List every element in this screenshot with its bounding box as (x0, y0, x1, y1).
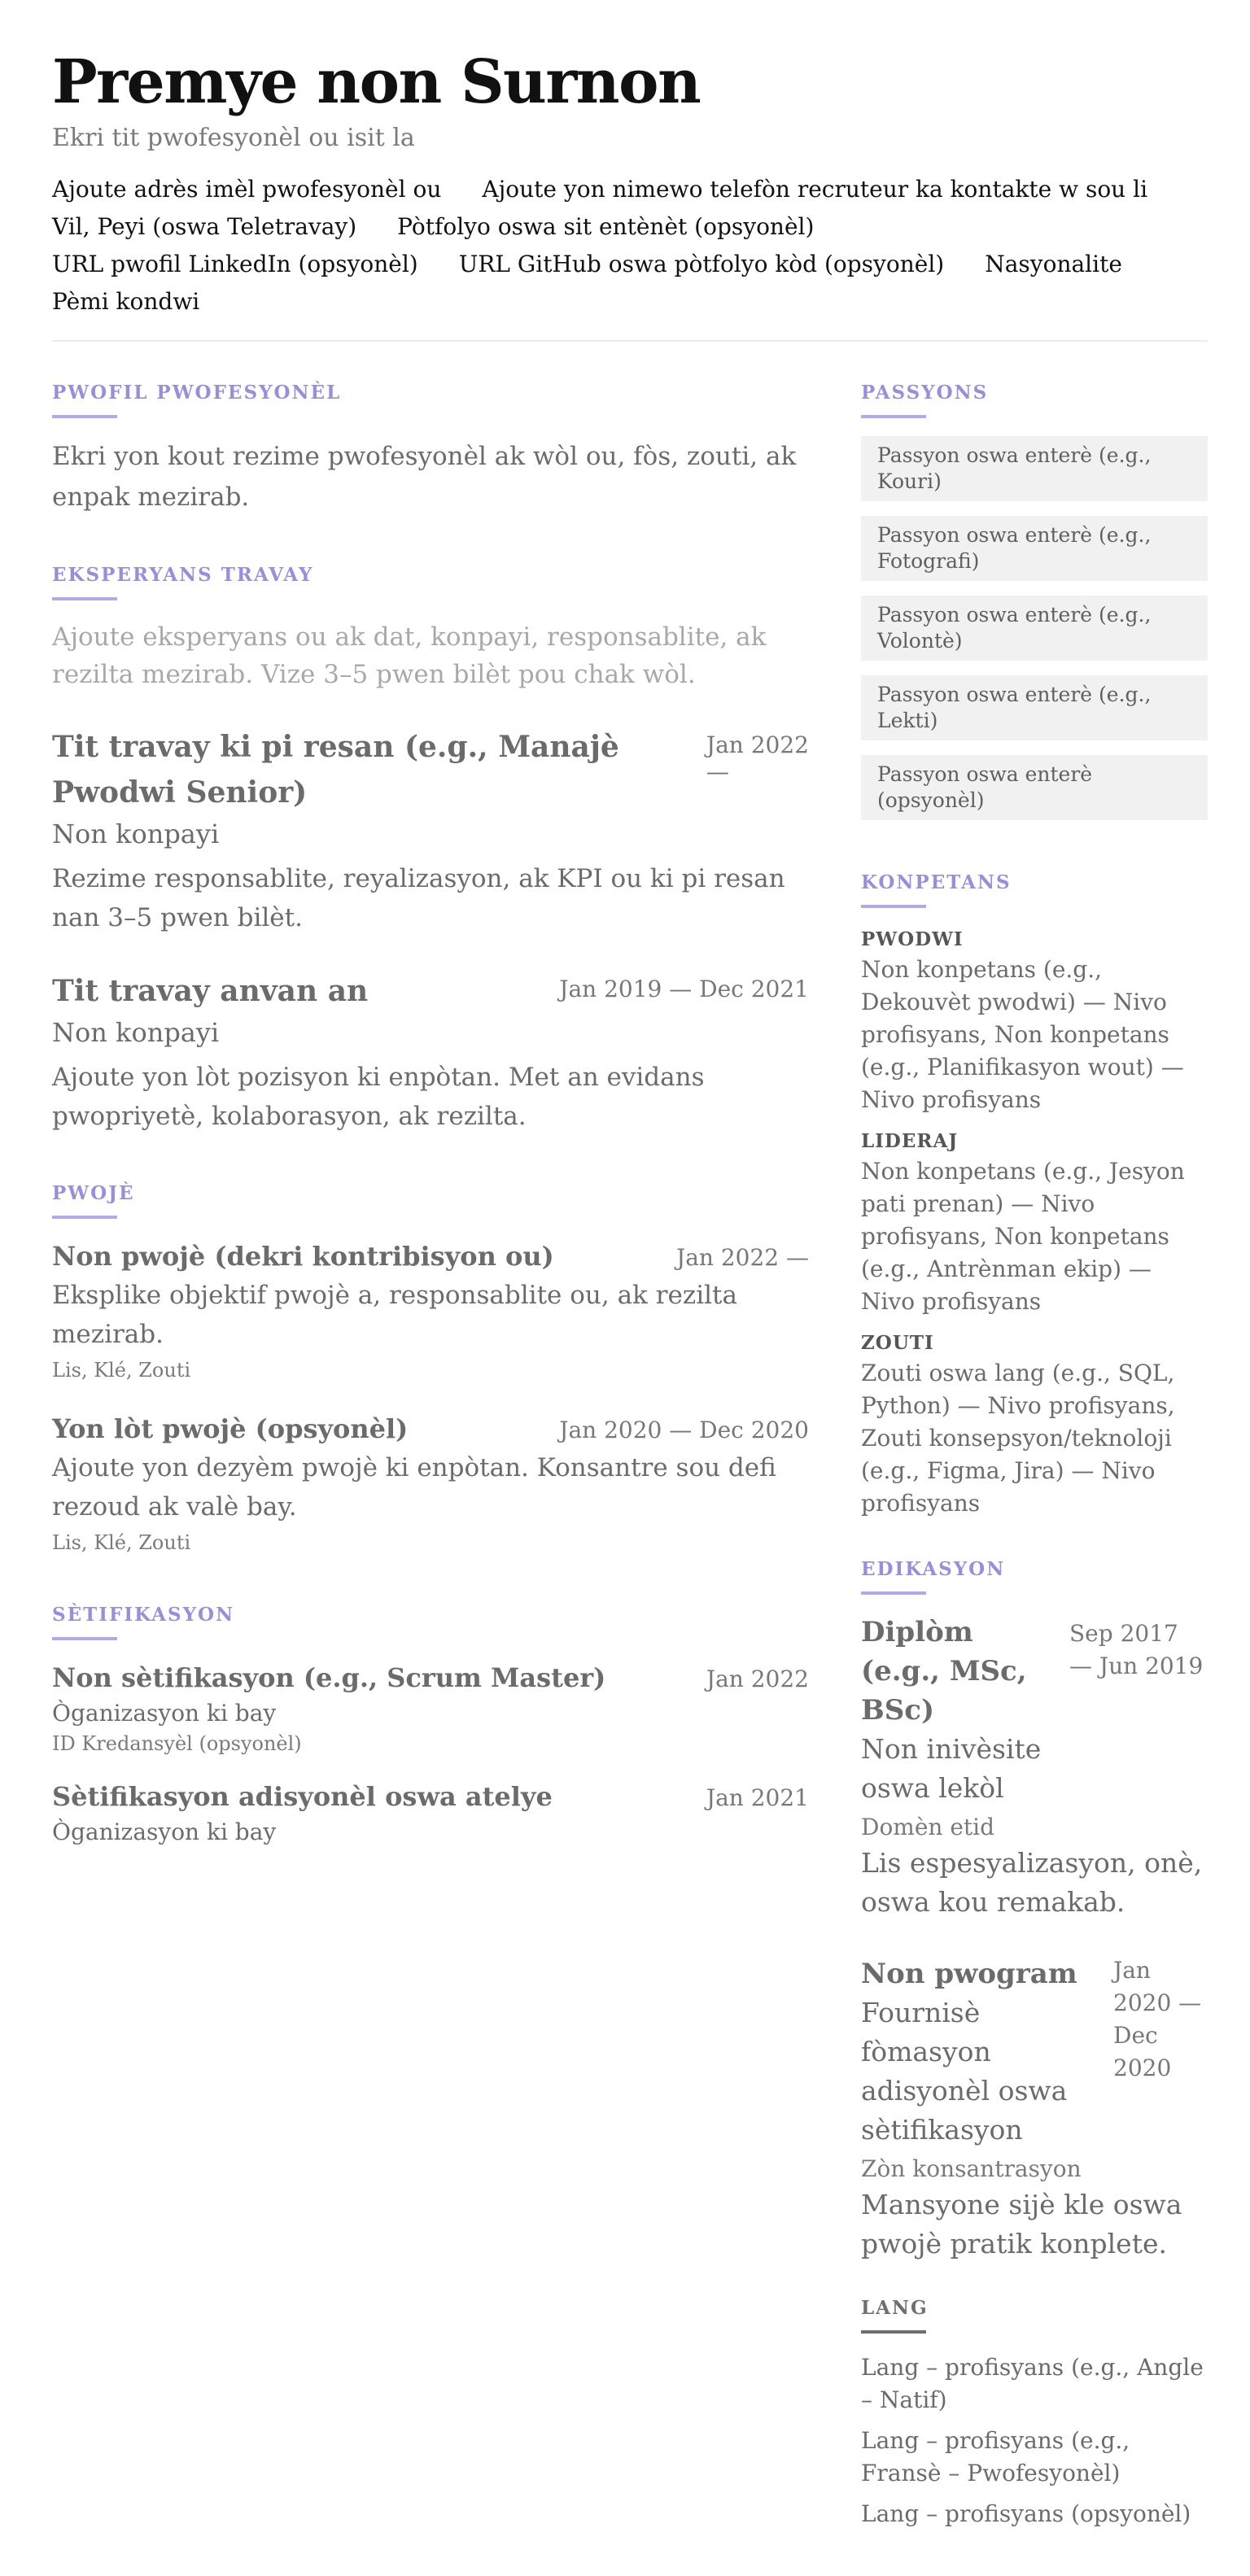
certification-title: Non sètifikasyon (e.g., Scrum Master) (52, 1662, 606, 1693)
certification-entry (52, 1777, 809, 1849)
passion-chip: Passyon oswa enterè (opsyonèl) (861, 755, 1208, 820)
section-rule (52, 597, 117, 600)
project-entry (52, 1409, 809, 1557)
certification-date: Jan 2021 (706, 1784, 809, 1811)
section-heading: LANG (861, 2297, 929, 2319)
section-rule (52, 1637, 117, 1640)
degree-title: Non pwogram (861, 1958, 1077, 1990)
contact-email: Ajoute adrès imèl pwofesyonèl ou (52, 176, 442, 203)
section-rule (52, 415, 117, 418)
sidebar-column (861, 381, 1208, 2576)
project-tags: Lis, Klé, Zouti (52, 1359, 191, 1382)
education-description: Lis espesyalizasyon, onè, oswa kou remakab. (861, 1847, 1203, 1918)
section-heading: PWOFIL PWOFESYONÈL (52, 382, 342, 404)
skill-list: Non konpetans (e.g., Jesyon pati prenan) — Nivo profisyans, Non konpetans (e.g., Antrènman ekip) — Nivo profisyans (861, 1158, 1185, 1315)
section-heading: EDIKASYON (861, 1558, 1006, 1580)
skill-category: ZOUTI (861, 1332, 934, 1354)
certification-date: Jan 2022 (706, 1666, 809, 1692)
company-name: Non konpayi (52, 819, 220, 849)
contact-driving-license: Pèmi kondwi (52, 288, 200, 315)
passion-chip: Passyon oswa enterè (e.g., Kouri) (861, 436, 1208, 501)
job-date (706, 724, 809, 783)
experience-entry (52, 968, 809, 1136)
resume-page (52, 46, 1208, 2576)
language-item: Lang – profisyans (opsyonèl) (861, 2500, 1191, 2527)
education-entry (861, 1613, 1208, 1922)
job-date: Jan 2019 — Dec 2021 (559, 976, 809, 1002)
education-date: Jan 2020 — Dec 2020 (1113, 1957, 1202, 2081)
resume-columns (52, 381, 1208, 2576)
section-rule (861, 415, 926, 418)
job-date-start: Jan 2022 (706, 731, 809, 758)
header-divider (52, 340, 1208, 342)
job-title: Tit travay ki pi resan (e.g., Manajè Pwodwi Senior) (52, 730, 619, 810)
project-description: Eksplike objektif pwojè a, responsablite ou, ak rezilta mezirab. (52, 1281, 737, 1349)
contact-location: Vil, Peyi (oswa Teletravay) (52, 213, 357, 240)
school-name: Fournisè fòmasyon adisyonèl oswa sètifikasyon (861, 1997, 1068, 2146)
passion-chip: Passyon oswa enterè (e.g., Lekti) (861, 675, 1208, 740)
skill-category: PWODWI (861, 928, 964, 950)
contact-phone: Ajoute yon nimewo telefòn recruteur ka kontakte w sou li (482, 176, 1148, 203)
skills-section (861, 871, 1208, 1520)
contact-nationality: Nasyonalite (985, 251, 1122, 277)
project-title: Yon lòt pwojè (opsyonèl) (52, 1413, 409, 1444)
passion-chip: Passyon oswa enterè (e.g., Volontè) (861, 596, 1208, 661)
candidate-name: Premye non Surnon (52, 47, 701, 117)
section-heading: PASSYONS (861, 382, 989, 404)
project-tags: Lis, Klé, Zouti (52, 1531, 191, 1554)
section-heading: EKSPERYANS TRAVAY (52, 564, 314, 586)
certification-entry (52, 1658, 809, 1757)
section-rule (861, 2330, 926, 2334)
section-rule (861, 1591, 926, 1595)
contact-linkedin: URL pwofil LinkedIn (opsyonèl) (52, 251, 418, 277)
certification-title: Sètifikasyon adisyonèl oswa atelye (52, 1781, 553, 1812)
field-of-study: Domèn etid (861, 1814, 995, 1840)
contact-list (52, 172, 1208, 319)
education-entry (861, 1954, 1208, 2264)
section-rule (52, 1216, 117, 1219)
skill-list: Non konpetans (e.g., Dekouvèt pwodwi) — Nivo profisyans, Non konpetans (e.g., Planifikasyon wout) — Nivo profisyans (861, 956, 1184, 1113)
certification-issuer: Òganizasyon ki bay (52, 1700, 277, 1727)
skill-group (861, 1329, 1208, 1520)
job-description: Rezime responsablite, reyalizasyon, ak KPI ou ki pi resan nan 3–5 pwen bilèt. (52, 864, 785, 932)
section-heading: KONPETANS (861, 871, 1012, 893)
education-date: Sep 2017 — Jun 2019 (1069, 1620, 1204, 1679)
certifications-section (52, 1603, 809, 1849)
experience-intro: Ajoute eksperyans ou ak dat, konpayi, responsablite, ak rezilta mezirab. Vize 3–5 pwen bilèt pou chak wòl. (52, 622, 767, 689)
profile-summary: Ekri yon kout rezime pwofesyonèl ak wòl ou, fòs, zouti, ak enpak mezirab. (52, 442, 797, 512)
certification-issuer: Òganizasyon ki bay (52, 1818, 277, 1845)
experience-entry (52, 724, 809, 937)
language-item: Lang – profisyans (e.g., Fransè – Pwofesyonèl) (861, 2427, 1130, 2486)
job-description: Ajoute yon lòt pozisyon ki enpòtan. Met an evidans pwopriyetè, kolaborasyon, ak rezilta. (52, 1063, 705, 1131)
certification-credential: ID Kredansyèl (opsyonèl) (52, 1732, 302, 1755)
contact-portfolio: Pòtfolyo oswa sit entènèt (opsyonèl) (397, 213, 815, 240)
job-title: Tit travay anvan an (52, 974, 369, 1008)
project-date: Jan 2022 — (675, 1244, 809, 1271)
skill-group (861, 926, 1208, 1116)
passion-chip: Passyon oswa enterè (e.g., Fotografi) (861, 516, 1208, 581)
passions-section (861, 381, 1208, 835)
contact-github: URL GitHub oswa pòtfolyo kòd (opsyonèl) (458, 251, 945, 277)
company-name: Non konpayi (52, 1017, 220, 1048)
section-heading: PWOJÈ (52, 1182, 135, 1204)
skill-group (861, 1128, 1208, 1318)
projects-section (52, 1181, 809, 1557)
resume-header (52, 46, 1208, 342)
project-title: Non pwojè (dekri kontribisyon ou) (52, 1241, 554, 1272)
languages-section (861, 2296, 1208, 2530)
project-date: Jan 2020 — Dec 2020 (559, 1417, 809, 1443)
skill-list: Zouti oswa lang (e.g., SQL, Python) — Nivo profisyans, Zouti konsepsyon/teknoloji (e.g., Figma, Jira) — Nivo profisyans (861, 1360, 1175, 1517)
profile-section (52, 381, 809, 517)
experience-section (52, 563, 809, 1136)
section-heading: SÈTIFIKASYON (52, 1604, 235, 1626)
education-description: Mansyone sijè kle oswa pwojè pratik konplete. (861, 2189, 1182, 2259)
skill-category: LIDERAJ (861, 1130, 959, 1152)
main-column (52, 381, 809, 2576)
language-item: Lang – profisyans (e.g., Angle – Natif) (861, 2354, 1204, 2413)
project-description: Ajoute yon dezyèm pwojè ki enpòtan. Konsantre sou defi rezoud ak valè bay. (52, 1453, 776, 1522)
project-entry (52, 1237, 809, 1385)
degree-title: Diplòm (e.g., MSc, BSc) (861, 1616, 1027, 1727)
school-name: Non inivèsite oswa lekòl (861, 1733, 1042, 1804)
section-rule (861, 905, 926, 908)
job-date-end: — (706, 758, 729, 785)
field-of-study: Zòn konsantrasyon (861, 2155, 1082, 2182)
candidate-title: Ekri tit pwofesyonèl ou isit la (52, 124, 415, 152)
education-section (861, 1557, 1208, 2264)
